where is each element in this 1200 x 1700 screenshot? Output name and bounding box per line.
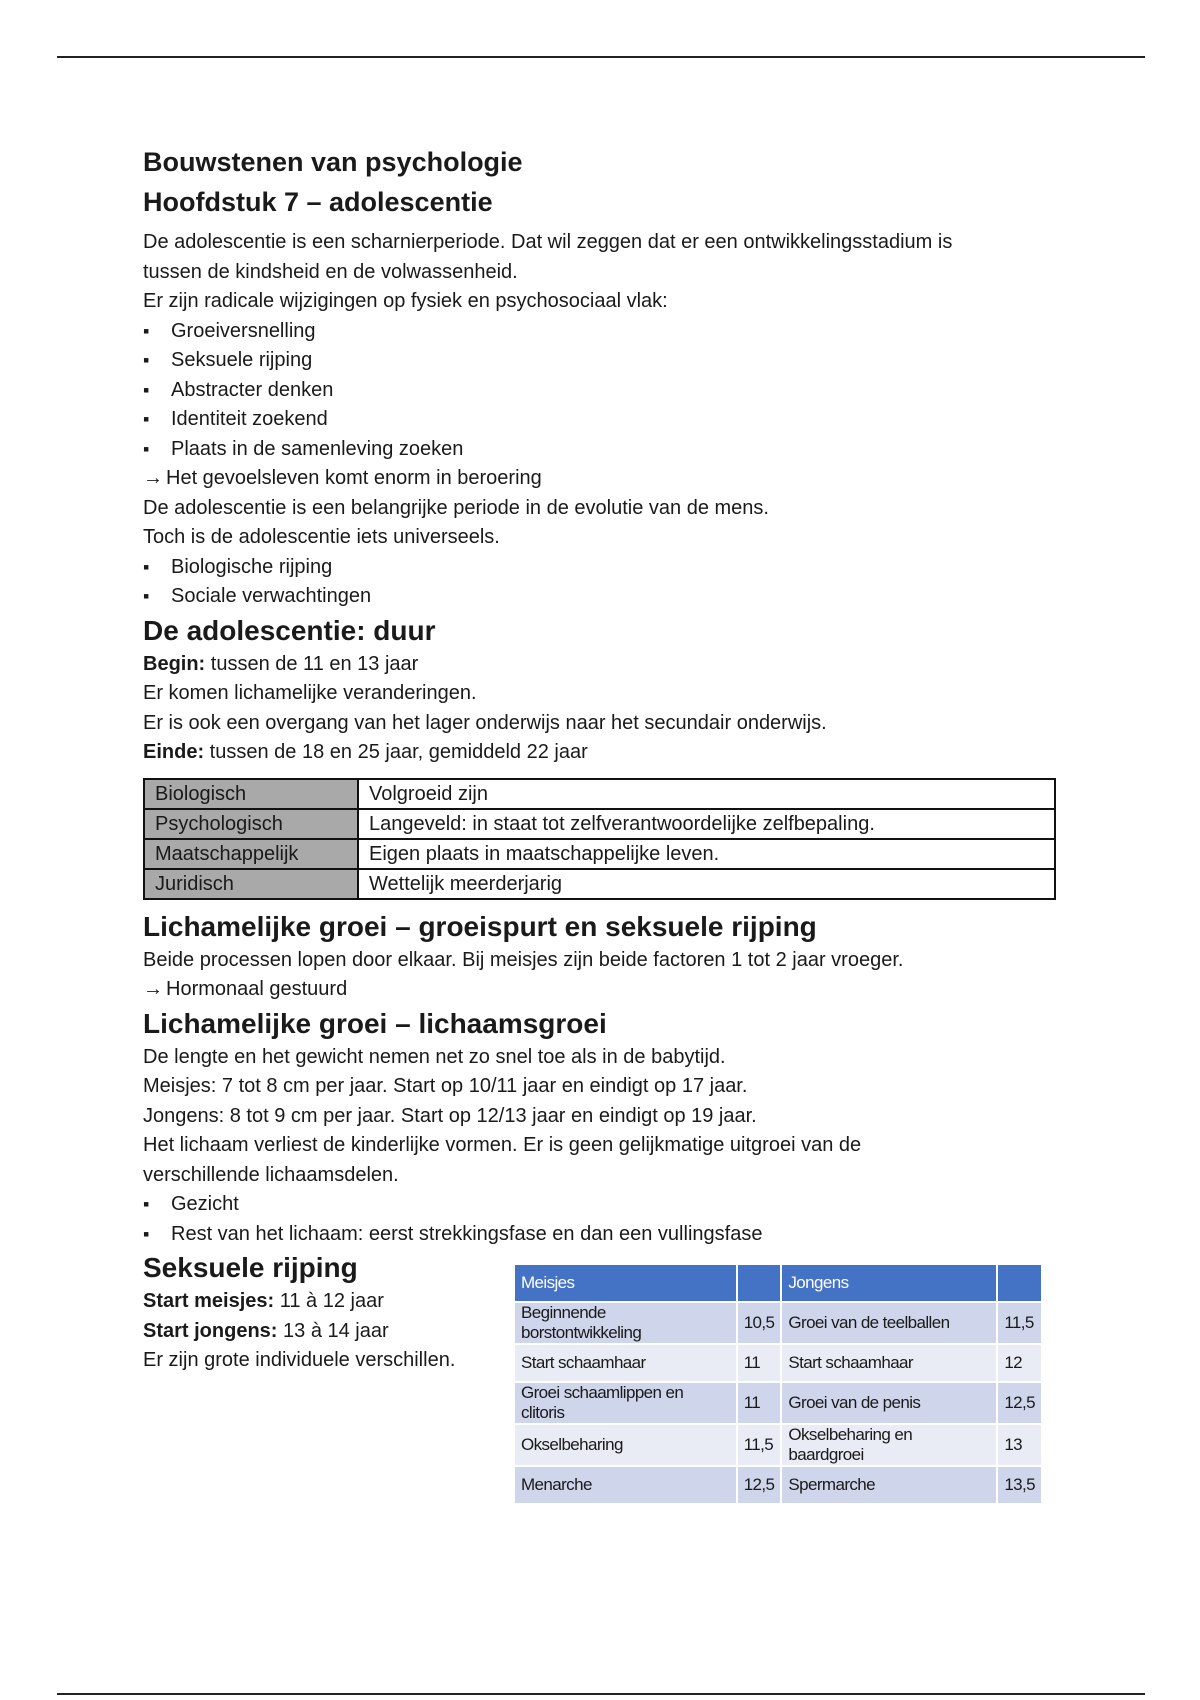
table-value-cell: Wettelijk meerderjarig: [358, 869, 1055, 899]
boys-stage: Groei van de teelballen: [781, 1302, 997, 1344]
intro-paragraph: tussen de kindsheid en de volwassenheid.: [143, 260, 518, 283]
arrow-right-icon: →: [143, 978, 163, 1000]
girls-age: 11: [737, 1344, 782, 1382]
change-list: [143, 317, 1063, 465]
header-girls: Meisjes: [515, 1265, 737, 1302]
boys-age: 11,5: [997, 1302, 1042, 1344]
table-value-cell: Langeveld: in staat tot zelfverantwoordelijke zelfbepaling.: [358, 809, 1055, 839]
duur-paragraph: Er komen lichamelijke veranderingen.: [143, 682, 477, 704]
table-row: [144, 779, 1055, 809]
table-row: [144, 809, 1055, 839]
list-item: ▪ Biologische rijping: [143, 553, 1063, 583]
list-item: ▪ Identiteit zoekend: [143, 405, 1063, 435]
start-meisjes-text: 11 à 12 jaar: [274, 1290, 384, 1312]
header-boys-age: [997, 1265, 1042, 1302]
lichaamsgroei-paragraph: De lengte en het gewicht nemen net zo snel toe als in de babytijd.: [143, 1045, 726, 1068]
lichaamsgroei-section: [143, 1043, 1063, 1250]
seksuele-rijping-paragraph: Er zijn grote individuele verschillen.: [143, 1349, 456, 1371]
duur-section: [143, 650, 1063, 768]
development-table: [515, 1265, 1043, 1503]
duur-table: [143, 778, 1056, 900]
document-title: Bouwstenen van psychologie: [143, 147, 523, 177]
lichaamsgroei-paragraph: verschillende lichaamsdelen.: [143, 1163, 399, 1186]
list-item: ▪ Gezicht: [143, 1190, 1063, 1220]
arrow-note-text: Hormonaal gestuurd: [166, 978, 348, 1000]
duur-paragraph: Er is ook een overgang van het lager onderwijs naar het secundair onderwijs.: [143, 711, 827, 734]
arrow-note: [143, 464, 1063, 494]
header-boys: Jongens: [781, 1265, 997, 1302]
boys-age: 12: [997, 1344, 1042, 1382]
seksuele-rijping-text: [143, 1249, 503, 1376]
lichaamsgroei-paragraph: Het lichaam verliest de kinderlijke vormen. Er is geen gelijkmatige uitgroei van de: [143, 1134, 862, 1156]
list-item: ▪ Seksuele rijping: [143, 346, 1063, 376]
intro-paragraph: Toch is de adolescentie iets universeels.: [143, 526, 500, 548]
begin-text: tussen de 11 en 13 jaar: [205, 652, 419, 675]
table-row: [515, 1424, 1042, 1466]
table-row: [515, 1382, 1042, 1424]
chapter-title: Hoofdstuk 7 – adolescentie: [143, 187, 493, 217]
table-header-row: [515, 1265, 1042, 1302]
table-row: [144, 869, 1055, 899]
girls-age: 12,5: [737, 1466, 782, 1503]
start-jongens-label: Start jongens:: [143, 1319, 278, 1342]
girls-stage: Beginnende borstontwikkeling: [515, 1302, 737, 1344]
arrow-note: [143, 975, 1063, 1005]
list-item: ▪ Sociale verwachtingen: [143, 582, 1063, 612]
section-heading-seksuele-rijping: Seksuele rijping: [143, 1252, 358, 1283]
table-key-cell: Psychologisch: [144, 809, 358, 839]
list-item: ▪ Rest van het lichaam: eerst strekkingsfase en dan een vullingsfase: [143, 1220, 1063, 1250]
table-key-cell: Biologisch: [144, 779, 358, 809]
arrow-right-icon: →: [143, 467, 163, 489]
header-girls-age: [737, 1265, 782, 1302]
lichaamsgroei-paragraph: Jongens: 8 tot 9 cm per jaar. Start op 12/13 jaar en eindigt op 19 jaar.: [143, 1104, 757, 1127]
section-heading-lichaamsgroei: Lichamelijke groei – lichaamsgroei: [143, 1007, 607, 1039]
groeispurt-section: [143, 946, 1063, 1005]
girls-stage: Okselbeharing: [515, 1424, 737, 1466]
section-heading-groeispurt: Lichamelijke groei – groeispurt en seksuele rijping: [143, 910, 817, 942]
einde-text: tussen de 18 en 25 jaar, gemiddeld 22 jaar: [204, 741, 588, 763]
table-key-cell: Juridisch: [144, 869, 358, 899]
section-heading-duur: De adolescentie: duur: [143, 614, 436, 646]
boys-age: 13,5: [997, 1466, 1042, 1503]
boys-stage: Okselbeharing en baardgroei: [781, 1424, 997, 1466]
intro-section: [143, 228, 1063, 612]
arrow-note-text: Het gevoelsleven komt enorm in beroering: [166, 467, 542, 489]
boys-age: 12,5: [997, 1382, 1042, 1424]
table-row: [515, 1344, 1042, 1382]
girls-stage: Start schaamhaar: [515, 1344, 737, 1382]
intro-paragraph: Er zijn radicale wijzigingen op fysiek en psychosociaal vlak:: [143, 290, 668, 312]
list-item: ▪ Groeiversnelling: [143, 317, 1063, 347]
bottom-rule: [57, 1693, 1145, 1695]
list-item: ▪ Plaats in de samenleving zoeken: [143, 435, 1063, 465]
table-value-cell: Volgroeid zijn: [358, 779, 1055, 809]
begin-label: Begin:: [143, 652, 206, 675]
girls-age: 11,5: [737, 1424, 782, 1466]
body-parts-list: [143, 1190, 1063, 1249]
groeispurt-paragraph: Beide processen lopen door elkaar. Bij meisjes zijn beide factoren 1 tot 2 jaar vroeger.: [143, 948, 904, 971]
top-rule: [57, 56, 1145, 58]
boys-stage: Groei van de penis: [781, 1382, 997, 1424]
list-item: ▪ Abstracter denken: [143, 376, 1063, 406]
boys-stage: Start schaamhaar: [781, 1344, 997, 1382]
girls-age: 11: [737, 1382, 782, 1424]
boys-age: 13: [997, 1424, 1042, 1466]
seksuele-rijping-section: [143, 1249, 1063, 1509]
table-value-cell: Eigen plaats in maatschappelijke leven.: [358, 839, 1055, 869]
girls-age: 10,5: [737, 1302, 782, 1344]
table-row: [144, 839, 1055, 869]
intro-paragraph: De adolescentie is een scharnierperiode. Dat wil zeggen dat er een ontwikkelingsstadium is: [143, 231, 953, 253]
start-jongens-text: 13 à 14 jaar: [277, 1319, 389, 1342]
document-page: [143, 142, 1063, 1509]
girls-stage: Menarche: [515, 1466, 737, 1503]
start-meisjes-label: Start meisjes:: [143, 1290, 275, 1312]
universal-list: [143, 553, 1063, 612]
lichaamsgroei-paragraph: Meisjes: 7 tot 8 cm per jaar. Start op 10/11 jaar en eindigt op 17 jaar.: [143, 1075, 748, 1097]
table-key-cell: Maatschappelijk: [144, 839, 358, 869]
table-row: [515, 1302, 1042, 1344]
intro-paragraph: De adolescentie is een belangrijke periode in de evolutie van de mens.: [143, 496, 769, 519]
einde-label: Einde:: [143, 741, 205, 763]
boys-stage: Spermarche: [781, 1466, 997, 1503]
table-row: [515, 1466, 1042, 1503]
girls-stage: Groei schaamlippen en clitoris: [515, 1382, 737, 1424]
